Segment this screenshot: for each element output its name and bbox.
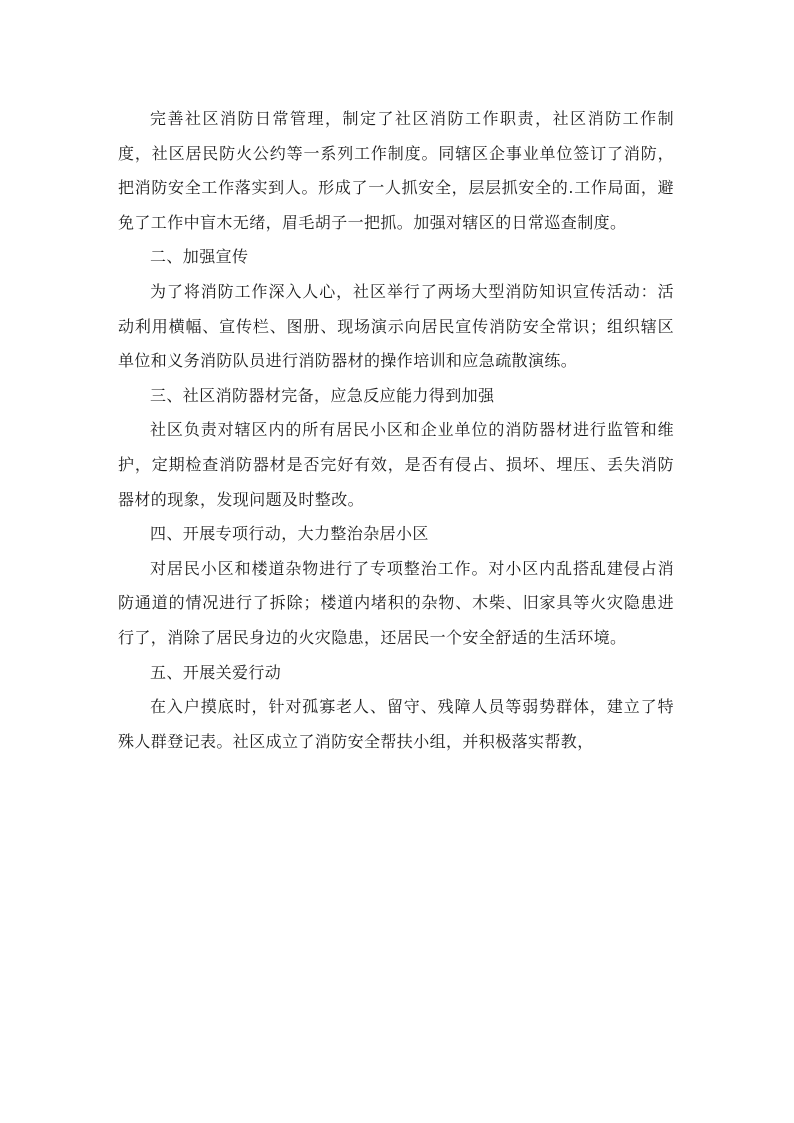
section-heading-care-action: 五、开展关爱行动 — [150, 662, 282, 682]
section-heading-equipment: 三、社区消防器材完备，应急反应能力得到加强 — [150, 385, 495, 405]
section-heading-special-action: 四、开展专项行动，大力整治杂居小区 — [150, 524, 429, 544]
paragraph-special-action: 对居民小区和楼道杂物进行了专项整治工作。对小区内乱搭乱建侵占消防通道的情况进行了拆除；楼道内堵积的杂物、木柴、旧家具等火灾隐患进行了，消除了居民身边的火灾隐患，还居民一个安全舒适的生活环境。 — [118, 558, 674, 647]
paragraph-publicity: 为了将消防工作深入人心，社区举行了两场大型消防知识宣传活动：活动利用横幅、宣传栏、图册、现场演示向居民宣传消防安全常识；组织辖区单位和义务消防队员进行消防器材的操作培训和应急疏散演练。 — [118, 281, 674, 371]
section-heading-publicity: 二、加强宣传 — [150, 247, 249, 267]
paragraph-daily-management: 完善社区消防日常管理，制定了社区消防工作职责，社区消防工作制度，社区居民防火公约等一系列工作制度。同辖区企事业单位签订了消防，把消防安全工作落实到人。形成了一人抓安全，层层抓安全的.工作局面，避免了工作中盲木无绪，眉毛胡子一把抓。加强对辖区的日常巡查制度。 — [118, 109, 674, 232]
document-body — [118, 102, 674, 759]
paragraph-care-action: 在入户摸底时，针对孤寡老人、留守、残障人员等弱势群体，建立了特殊人群登记表。社区成立了消防安全帮扶小组，并积极落实帮教， — [118, 697, 674, 751]
paragraph-equipment: 社区负责对辖区内的所有居民小区和企业单位的消防器材进行监管和维护，定期检查消防器材是否完好有效，是否有侵占、损坏、埋压、丢失消防器材的现象，发现问题及时整改。 — [118, 420, 674, 509]
